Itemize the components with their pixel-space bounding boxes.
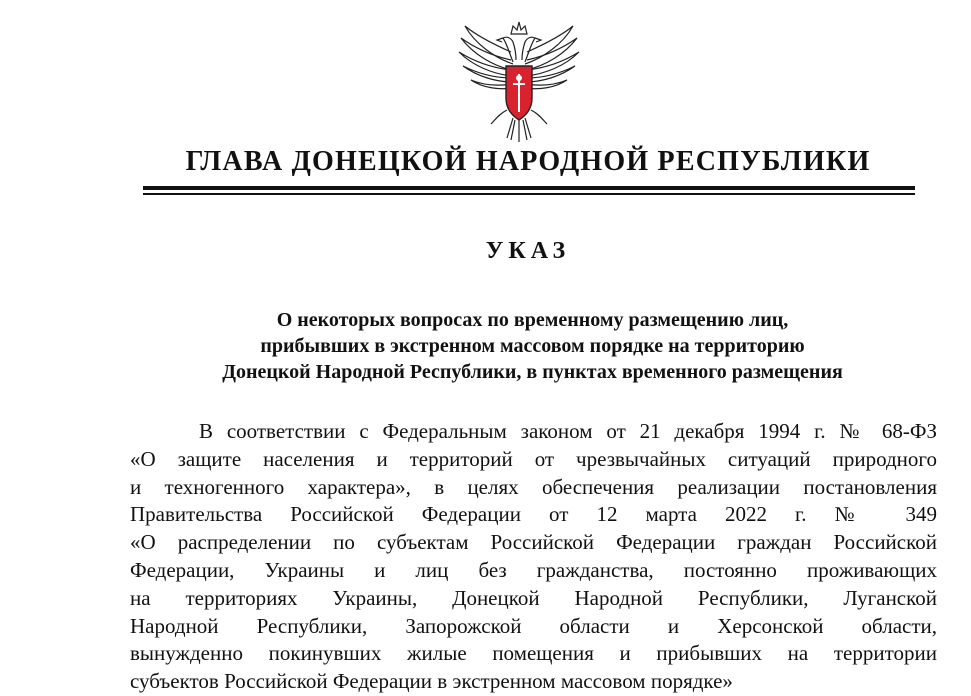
body-line: Федерации, Украины и лиц без гражданства, постоянно проживающих (130, 557, 937, 582)
body-line: на территориях Украины, Донецкой Народной Республики, Луганской (130, 585, 937, 610)
body-line: и техногенного характера», в целях обеспечения реализации постановления (130, 474, 937, 499)
issuing-authority-title: ГЛАВА ДОНЕЦКОЙ НАРОДНОЙ РЕСПУБЛИКИ (185, 146, 871, 177)
subject-line: О некоторых вопросах по временному размещению лиц, (276, 309, 789, 331)
header-divider-thick (143, 186, 915, 190)
body-line: «О защите населения и территорий от чрезвычайных ситуаций природного (130, 446, 937, 471)
subject-line: прибывших в экстренном массовом порядке на территорию (260, 335, 805, 357)
body-line: В соответствии с Федеральным законом от 21 декабря 1994 г. № 68-ФЗ (199, 419, 937, 443)
body-line: вынужденно покинувших жилые помещения и прибывших на территории (130, 641, 937, 666)
subject-line: Донецкой Народной Республики, в пунктах временного размещения (222, 361, 843, 383)
document-type: УКАЗ (485, 238, 571, 264)
body-line: Народной Республики, Запорожской области и Херсонской области, (130, 613, 937, 638)
body-line: Правительства Российской Федерации от 12 марта 2022 г. № 349 (130, 502, 937, 527)
body-line: «О распределении по субъектам Российской Федерации граждан Российской (130, 530, 937, 555)
document-subject (130, 307, 935, 385)
document-body (130, 418, 937, 696)
header-divider-thin (143, 193, 915, 195)
coat-of-arms-icon (455, 14, 583, 146)
body-line: субъектов Российской Федерации в экстренном массовом порядке» (130, 669, 733, 694)
